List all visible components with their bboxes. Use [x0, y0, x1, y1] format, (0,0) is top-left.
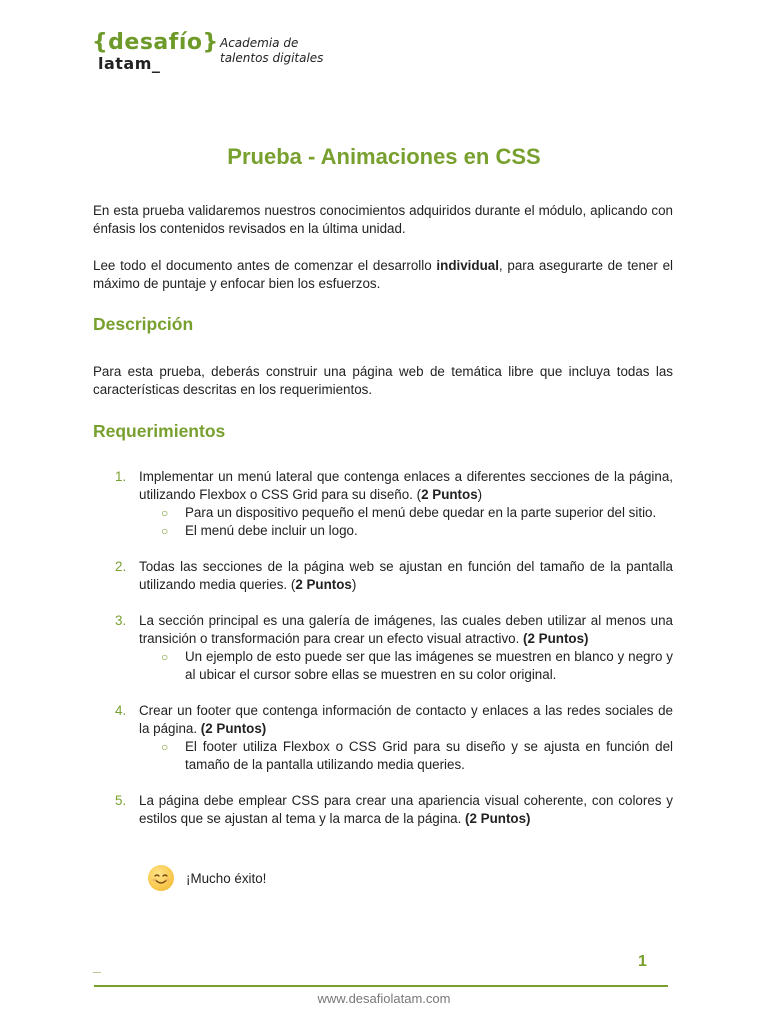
intro-text-1: En esta prueba validaremos nuestros conocimientos adquiridos durante el módulo, aplicando con énfasis los contenidos revisados en la última unidad. [93, 203, 673, 236]
requirements-heading: Requerimientos [93, 421, 226, 441]
requirement-subitem-text: El menú debe incluir un logo. [185, 523, 358, 538]
requirement-points: (2 Puntos) [523, 631, 589, 646]
requirement-item [93, 612, 673, 684]
requirement-text: Crear un footer que contenga información de contacto y enlaces a las redes sociales de la página. [139, 703, 673, 736]
requirement-text: Todas las secciones de la página web se ajustan en función del tamaño de la pantalla utilizando media queries. ( [139, 559, 673, 592]
footer-dash: _ [93, 958, 101, 974]
requirement-item [93, 702, 673, 774]
tagline-line-2: talentos digitales [220, 51, 324, 65]
hollow-circle-bullet-icon: ○ [161, 740, 169, 754]
requirement-sublist [139, 738, 673, 774]
footer-divider [94, 985, 668, 987]
intro-paragraph-1 [93, 202, 673, 238]
requirement-points: (2 Puntos) [465, 811, 531, 826]
tagline-line-1: Academia de [220, 36, 299, 50]
requirement-item [93, 468, 673, 540]
requirement-item [93, 558, 673, 594]
intro-text-2-before: Lee todo el documento antes de comenzar el desarrollo [93, 258, 437, 273]
hollow-circle-bullet-icon: ○ [161, 524, 169, 538]
logo-tagline [220, 36, 350, 66]
requirement-points: 2 Puntos [295, 577, 352, 592]
logo-sub-text: latam_ [98, 54, 161, 73]
requirement-number: 3. [115, 613, 127, 628]
requirement-points: (2 Puntos) [200, 721, 267, 736]
smiling-face-icon [148, 865, 174, 891]
requirement-number: 5. [115, 793, 127, 808]
requirement-subitem-text: El footer utiliza Flexbox o CSS Grid para su diseño y se ajusta en función del tamaño de la pantalla utilizando media queries. [185, 739, 673, 772]
description-paragraph [93, 363, 673, 399]
intro-text-2-after: , para asegurarte de tener el máximo de puntaje y enfocar bien los esfuerzos. [93, 258, 674, 291]
intro-text-2 [93, 257, 673, 293]
requirement-text-after: ) [477, 487, 483, 502]
page-number: 1 [638, 953, 647, 970]
requirement-subitem [139, 504, 673, 522]
requirement-text: Implementar un menú lateral que contenga enlaces a diferentes secciones de la página, utilizando Flexbox o CSS Grid para su diseño. ( [139, 469, 673, 502]
requirement-text-after: ) [351, 577, 357, 592]
closing-text: ¡Mucho éxito! [186, 870, 267, 886]
requirement-subitem [139, 522, 673, 540]
description-heading: Descripción [93, 314, 194, 334]
requirement-number: 4. [115, 703, 127, 718]
requirement-number: 1. [115, 469, 127, 484]
requirement-text: La página debe emplear CSS para crear una apariencia visual coherente, con colores y estilos que se ajustan al tema y la marca de la página. [139, 793, 673, 826]
requirement-subitem [139, 648, 673, 684]
intro-paragraph-2 [93, 257, 673, 293]
requirement-points: 2 Puntos [421, 487, 478, 502]
requirements-list [93, 468, 673, 828]
logo-brand-text: {desafío} [92, 30, 219, 55]
desafio-latam-logo [92, 28, 352, 76]
hollow-circle-bullet-icon: ○ [161, 506, 169, 520]
requirement-subitem-text: Para un dispositivo pequeño el menú debe quedar en la parte superior del sitio. [185, 505, 657, 520]
closing-message [148, 863, 266, 893]
intro-text-2-bold: individual [436, 258, 499, 273]
requirement-sublist [139, 504, 673, 540]
requirement-subitem [139, 738, 673, 774]
page-title: Prueba - Animaciones en CSS [227, 144, 541, 169]
footer-website-link[interactable]: www.desafiolatam.com [317, 991, 451, 1006]
hollow-circle-bullet-icon: ○ [161, 650, 169, 664]
description-text: Para esta prueba, deberás construir una página web de temática libre que incluya todas las características descritas en los requerimientos. [93, 364, 673, 397]
requirement-sublist [139, 648, 673, 684]
requirement-item [93, 792, 673, 828]
requirement-subitem-text: Un ejemplo de esto puede ser que las imágenes se muestren en blanco y negro y al ubicar el cursor sobre ellas se muestren en su color original. [185, 649, 673, 682]
requirement-text: La sección principal es una galería de imágenes, las cuales deben utilizar al menos una transición o transformación para crear un efecto visual atractivo. [139, 613, 673, 646]
requirement-number: 2. [115, 559, 127, 574]
